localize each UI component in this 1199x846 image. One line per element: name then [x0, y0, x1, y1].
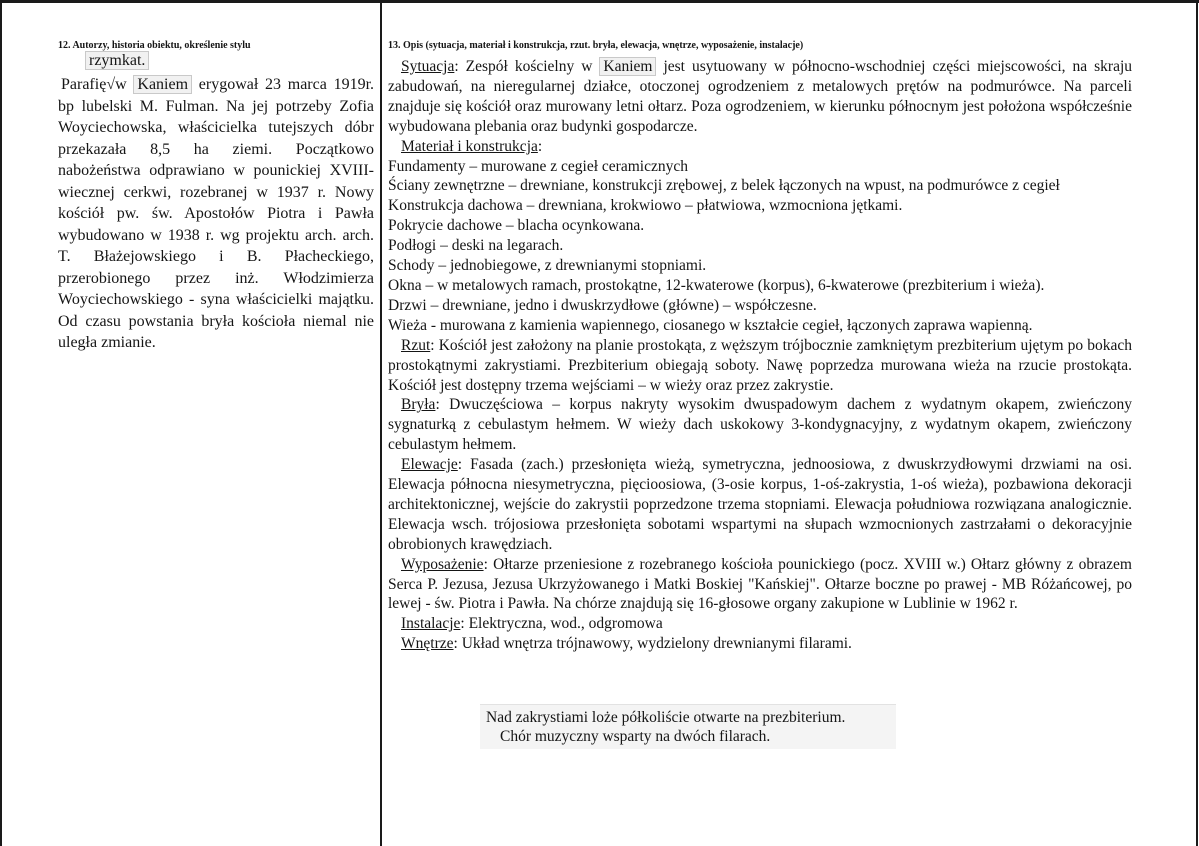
- material-line: Konstrukcja dachowa – drewniana, krokwiowo – płatwiowa, wzmocniona jętkami.: [388, 197, 903, 215]
- instalacje-text: Elektryczna, wod., odgromowa: [468, 615, 663, 633]
- material-heading: Materiał i konstrukcja:: [401, 137, 543, 155]
- elewacje-paragraph: Elewacje: Fasada (zach.) przesłonięta wieżą, symetryczna, jednoosiowa, z dwuskrzydłowymi drzwiami na osi. Elewacja północna niesymetryczna, pięcioosiowa, (3-osie korpus, 1-oś-zakrystia, 1-oś wieża), pozbawiona dekoracji architektonicznej, wejście do zakrystii poprzedzone trzema stopniami. Elewacja południowa rozwiązana analogicznie. Elewacja wsch. trójosiowa przesłonięta sobotami wspartymi na słupach wzmocnionych zastrzałami o dekoracyjnie obrobionych krawędziach.: [388, 456, 1132, 553]
- material-label: Materiał i konstrukcja: [401, 137, 538, 155]
- sytuacja-text-1: Zespół kościelny w: [465, 58, 593, 75]
- history-text: erygował 23 marca 1919r. bp lubelski M. Fulman. Na jej potrzeby Zofia Woyciechowska, właścicielka tutejszych dóbr przekazała 8,5 ha ziemi. Początkowo nabożeństwa odprawiano w pounickiej XVIII-wiecznej cerkwi, rozebranej w 1937 r. Nowy kościół pw. św. Apostołów Piotra i Pawła wybudowano w 1938 r. wg projektu arch. arch. T. Błażejowskiego i B. Płacheckiego, przerobionego przez inż. Włodzimierza Woyciechowskiego - syna właścicielki majątku. Od czasu powstania bryła kościoła niemal nie uległa zmianie.: [58, 76, 375, 351]
- place-name-kaniem: Kaniem: [133, 75, 192, 94]
- material-line: Podłogi – deski na legarach.: [388, 237, 564, 255]
- history-column: [58, 52, 374, 354]
- bryla-text: Dwuczęściowa – korpus nakryty wysokim dwuspadowym dachem z wydatnym okapem, zwieńczony sygnaturką z cebulastym hełmem. W wieży dach uskokowy 3-kondygnacyjny, z wydatnym okapem, zwieńczony cebulastym hełmem.: [388, 396, 1132, 454]
- insert-rzymkat: rzymkat.: [85, 51, 149, 70]
- history-paragraph: [58, 74, 374, 354]
- wnetrze-text: Układ wnętrza trójnawowy, wydzielony drewnianymi filarami.: [461, 635, 852, 653]
- material-line: Wieża - murowana z kamienia wapiennego, ciosanego w kształcie cegieł, łączonych zaprawa wapienną.: [388, 316, 1033, 334]
- material-line: Fundamenty – murowane z cegieł ceramicznych: [388, 157, 688, 175]
- material-line: Pokrycie dachowe – blacha ocynkowana.: [388, 217, 645, 235]
- bryla-paragraph: Bryła: Dwuczęściowa – korpus nakryty wysokim dwuspadowym dachem z wydatnym okapem, zwieńczony sygnaturką z cebulastym hełmem. W wieży dach uskokowy 3-kondygnacyjny, z wydatnym okapem, zwieńczony cebulastym hełmem.: [388, 396, 1132, 454]
- left-section-heading: 12. Autorzy, historia obiektu, określenie stylu: [58, 40, 251, 51]
- history-w: w: [115, 76, 127, 93]
- wnetrze-line: Wnętrze: Układ wnętrza trójnawowy, wydzielony drewnianymi filarami.: [401, 635, 852, 653]
- material-line: Drzwi – drewniane, jedno i dwuskrzydłowe (główne) – współczesne.: [388, 296, 817, 314]
- instalacje-line: Instalacje: Elektryczna, wod., odgromowa: [401, 615, 663, 633]
- bryla-label: Bryła: [401, 396, 436, 414]
- wnetrze-label: Wnętrze: [401, 635, 454, 653]
- wyposazenie-text: Ołtarze przeniesione z rozebranego kościoła pounickiego (pocz. XVIII w.) Ołtarz główny z obrazem Serca P. Jezusa, Jezusa Ukrzyżowanego i Matki Boskiej "Kańskiej". Ołtarze boczne po prawej - MB Różańcowej, po lewej - św. Piotra i Pawła. Na chórze znajdują się 16-głosowe organy zakupione w Lublinie w 1962 r.: [388, 555, 1132, 613]
- insert-line-1: Nad zakrystiami loże półkoliście otwarte na prezbiterium.: [486, 709, 846, 726]
- history-start: Parafię: [61, 76, 107, 93]
- rzut-text: Kościół jest założony na planie prostokąta, z węższym trójbocznie zamkniętym prezbiterium ujętym po bokach prostokątnymi zakrystiami. Prezbiterium obiegają soboty. Nawę poprzedza murowana wieża na rzucie prostokąta. Kościół jest dostępny trzema wejściami – w wieży oraz przez zakrystie.: [388, 336, 1132, 394]
- insertion-mark: √: [106, 76, 116, 93]
- elewacje-label: Elewacje: [401, 456, 458, 474]
- rzut-label: Rzut: [401, 336, 431, 354]
- insert-line-2: Chór muzyczny wsparty na dwóch filarach.: [500, 728, 771, 745]
- elewacje-text: Fasada (zach.) przesłonięta wieżą, symetryczna, jednoosiowa, z dwuskrzydłowymi drzwiami na osi. Elewacja północna niesymetryczna, pięcioosiowa, (3-osie korpus, 1-oś-zakrystia, 1-oś wieża), pozbawiona dekoracji architektonicznej, wejście do zakrystii poprzedzone trzema stopniami. Elewacja południowa rozwiązana analogicznie. Elewacja wsch. trójosiowa przesłonięta sobotami wspartymi na słupach wzmocnionych zastrzałami o dekoracyjnie obrobionych krawędziach.: [388, 456, 1132, 553]
- right-section-heading: 13. Opis (sytuacja, materiał i konstrukcja, rzut. bryła, elewacja, wnętrze, wyposażenie, instalacje): [388, 40, 804, 51]
- material-line: Okna – w metalowych ramach, prostokątne, 12-kwaterowe (korpus), 6-kwaterowe (prezbiterium i wieża).: [388, 276, 1045, 294]
- handwritten-insert: [58, 52, 374, 70]
- column-divider: [380, 3, 382, 846]
- sytuacja-paragraph: Sytuacja: Zespół kościelny w Kaniem jest usytuowany w północno-wschodniej części miejscowości, na skraju zabudowań, na nieregularnej działce, otoczonej ogrodzeniem z metalowych prętów na podmurówce. Na parceli znajduje się kościół oraz murowany letni ołtarz. Poza ogrodzeniem, w kierunku północnym jest położona współcześnie wybudowana plebania oraz budynki gospodarcze.: [388, 58, 1133, 135]
- right-border: [1196, 0, 1198, 846]
- description-column: [388, 57, 1132, 654]
- instalacje-label: Instalacje: [401, 615, 461, 633]
- place-name-kaniem-2: Kaniem: [599, 57, 656, 76]
- rzut-paragraph: Rzut: Kościół jest założony na planie prostokąta, z węższym trójbocznie zamkniętym prezbiterium ujętym po bokach prostokątnymi zakrystiami. Prezbiterium obiegają soboty. Nawę poprzedza murowana wieża na rzucie prostokąta. Kościół jest dostępny trzema wejściami – w wieży oraz przez zakrystie.: [388, 336, 1132, 394]
- wyposazenie-label: Wyposażenie: [401, 555, 484, 573]
- wyposazenie-paragraph: Wyposażenie: Ołtarze przeniesione z rozebranego kościoła pounickiego (pocz. XVIII w.) Ołtarz główny z obrazem Serca P. Jezusa, Jezusa Ukrzyżowanego i Matki Boskiej "Kańskiej". Ołtarze boczne po prawej - MB Różańcowej, po lewej - św. Piotra i Pawła. Na chórze znajdują się 16-głosowe organy zakupione w Lublinie w 1962 r.: [388, 555, 1132, 613]
- material-line: Ściany zewnętrzne – drewniane, konstrukcji zrębowej, z belek łączonych na wpust, na podmurówce z cegieł: [388, 177, 1060, 195]
- sytuacja-label: Sytuacja: [401, 58, 455, 75]
- top-border: [0, 0, 1199, 3]
- left-border: [0, 0, 2, 846]
- material-line: Schody – jednobiegowe, z drewnianymi stopniami.: [388, 257, 707, 275]
- sytuacja-text-2: jest usytuowany w północno-wschodniej części miejscowości, na skraju zabudowań, na nieregularnej działce, otoczonej ogrodzeniem z metalowych prętów na podmurówce. Na parceli znajduje się kościół oraz murowany letni ołtarz. Poza ogrodzeniem, w kierunku północnym jest położona współcześnie wybudowana plebania oraz budynki gospodarcze.: [388, 58, 1133, 135]
